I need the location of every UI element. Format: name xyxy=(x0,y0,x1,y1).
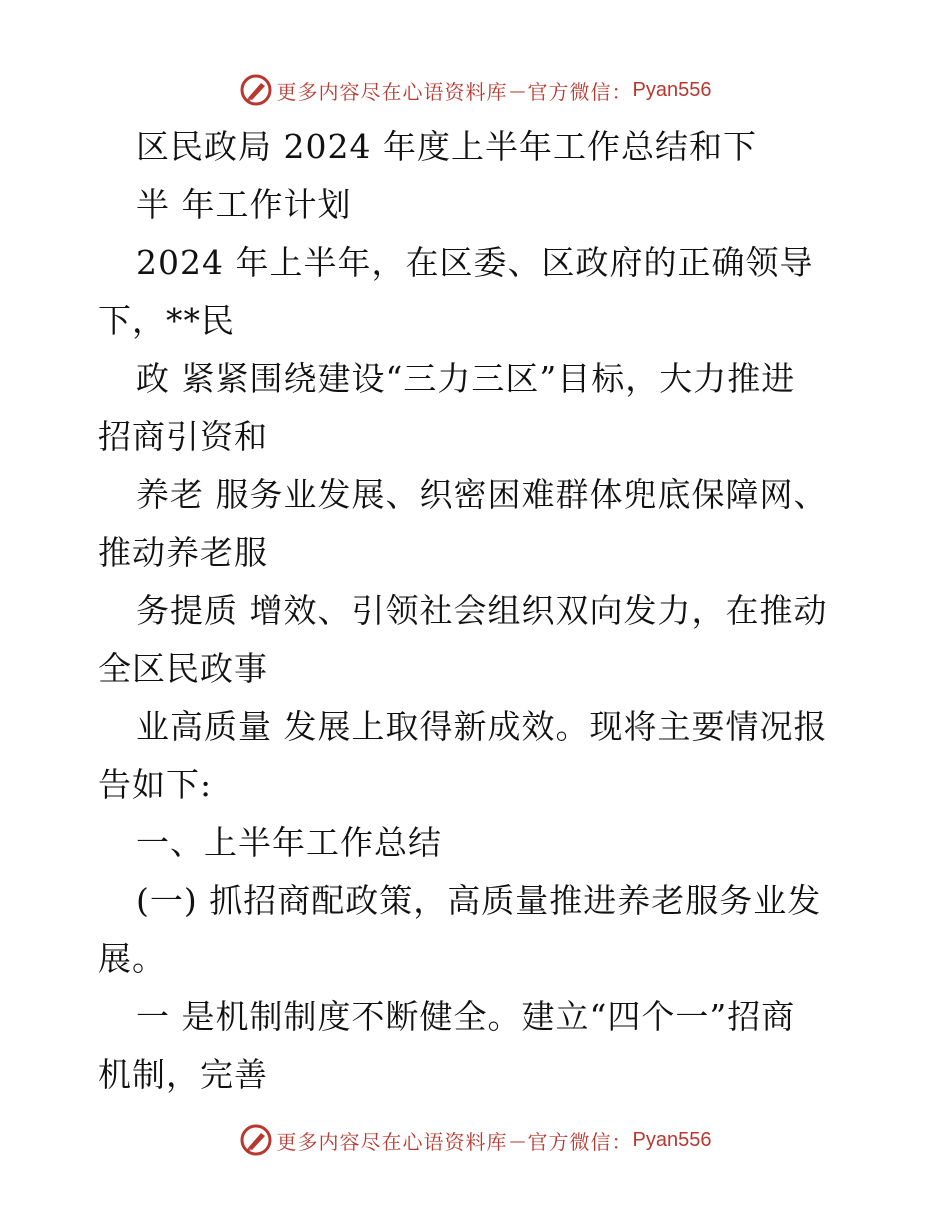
paragraph-line: 机制，完善 xyxy=(98,1055,268,1094)
banner-account-id: Pyan556 xyxy=(632,78,712,101)
subsection-heading: (一) 抓招商配政策，高质量推进养老服务业发 xyxy=(136,881,822,920)
paragraph-line: 务提质 增效、引领社会组织双向发力，在推动 xyxy=(136,591,828,630)
paragraph-line: 政 紧紧围绕建设“三力三区”目标，大力推进 xyxy=(136,359,796,398)
banner-separator: — xyxy=(509,1130,526,1150)
paragraph-line: 2024 年上半年，在区委、区政府的正确领导 xyxy=(136,243,814,282)
banner-separator: — xyxy=(509,80,526,100)
paragraph-line: 一 是机制制度不断健全。建立“四个一”招商 xyxy=(136,997,796,1036)
paragraph-line: 全区民政事 xyxy=(98,649,268,688)
banner-text: 更多内容尽在心语资料库 xyxy=(276,79,508,104)
banner-account-id: Pyan556 xyxy=(632,1128,712,1151)
subsection-heading-cont: 展。 xyxy=(98,939,166,978)
paragraph-line: 下，**民 xyxy=(98,301,235,340)
paragraph-line: 业高质量 发展上取得新成效。现将主要情况报 xyxy=(136,707,828,746)
paragraph-line: 推动养老服 xyxy=(98,533,268,572)
header-banner xyxy=(0,70,950,110)
title-line-1: 区民政局 2024 年度上半年工作总结和下 xyxy=(136,127,757,166)
banner-account-label: 官方微信： xyxy=(527,1129,633,1154)
banner-account-label: 官方微信： xyxy=(527,79,633,104)
paragraph-line: 告如下: xyxy=(98,765,213,804)
banner-text: 更多内容尽在心语资料库 xyxy=(276,1129,508,1154)
paragraph-line: 养老 服务业发展、织密困难群体兜底保障网、 xyxy=(136,475,828,514)
footer-banner xyxy=(0,1120,950,1160)
paragraph-line: 招商引资和 xyxy=(98,417,268,456)
pen-logo-icon xyxy=(239,1123,273,1157)
pen-logo-icon xyxy=(239,73,273,107)
section-heading: 一、上半年工作总结 xyxy=(136,823,442,862)
title-line-2: 半 年工作计划 xyxy=(136,185,352,224)
document-body xyxy=(98,118,898,1104)
